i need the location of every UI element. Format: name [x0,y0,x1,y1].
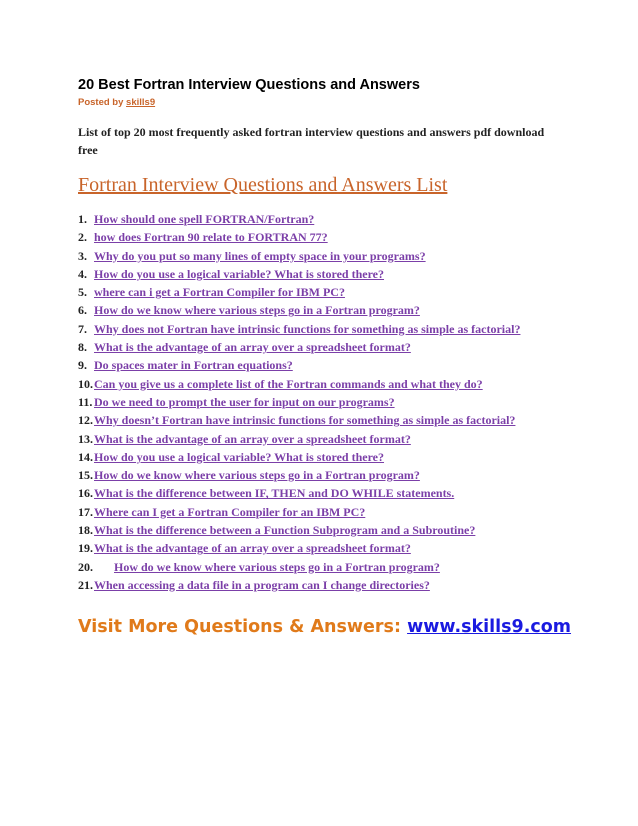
list-item-number: 16. [78,486,93,501]
list-item [78,503,598,521]
list-item [78,484,598,502]
list-item-number: 8. [78,340,87,355]
list-item [78,265,598,283]
list-item-number: 5. [78,285,87,300]
question-link[interactable]: How do we know where various steps go in a Fortran program? [94,303,420,318]
list-item [78,430,598,448]
footer-label: Visit More Questions & Answers: [78,617,401,638]
list-item [78,521,598,539]
question-link[interactable]: What is the difference between IF, THEN and DO WHILE statements. [94,486,455,501]
list-item [78,466,598,484]
list-item [78,576,598,594]
question-link[interactable]: How should one spell FORTRAN/Fortran? [94,212,315,226]
question-link[interactable]: When accessing a data file in a program can I change directories? [94,577,430,592]
question-link[interactable]: Why do you put so many lines of empty space in your programs? [94,248,426,263]
list-item-number: 18. [78,523,93,538]
question-list [78,210,598,594]
question-link[interactable]: where can i get a Fortran Compiler for IBM PC? [94,285,345,300]
list-item [78,448,598,466]
question-link[interactable]: What is the advantage of an array over a spreadsheet format? [94,431,411,446]
footer-line [78,616,598,638]
question-link[interactable]: How do we know where various steps go in a Fortran program? [114,559,440,574]
list-item [78,247,598,265]
intro-paragraph: List of top 20 most frequently asked fortran interview questions and answers pdf download free [78,125,545,157]
list-item [78,301,598,319]
list-item-number: 20. [78,559,93,574]
list-item [78,393,598,411]
list-item [78,320,598,338]
list-item-number: 7. [78,321,87,336]
question-link[interactable]: Why does not Fortran have intrinsic functions for something as simple as factorial? [94,321,521,336]
list-item-number: 1. [78,212,87,226]
list-item [78,338,598,356]
list-item-number: 13. [78,431,93,446]
list-item-number: 10. [78,376,93,391]
question-link[interactable]: How do you use a logical variable? What is stored there? [94,266,385,281]
list-item-number: 4. [78,266,87,281]
list-item-number: 12. [78,413,93,428]
question-link[interactable]: What is the advantage of an array over a spreadsheet format? [94,541,411,556]
list-item-number: 17. [78,504,93,519]
posted-by-label: Posted by [78,97,124,108]
footer-website-link[interactable]: www.skills9.com [407,617,572,638]
list-item [78,558,598,576]
question-link[interactable]: how does Fortran 90 relate to FORTRAN 77? [94,230,328,245]
list-item [78,210,598,228]
list-item [78,228,598,246]
question-link[interactable]: Why doesn’t Fortran have intrinsic functions for something as simple as factorial? [94,413,516,428]
posted-by-line [78,97,598,109]
list-item-number: 15. [78,468,93,483]
list-item-number: 21. [78,577,93,592]
question-link[interactable]: How do we know where various steps go in a Fortran program? [94,468,420,483]
list-item-number: 2. [78,230,87,245]
list-heading: Fortran Interview Questions and Answers List [78,174,448,196]
question-link[interactable]: What is the advantage of an array over a spreadsheet format? [94,340,411,355]
question-link[interactable]: Do spaces mater in Fortran equations? [94,358,293,373]
question-link[interactable]: Do we need to prompt the user for input on our programs? [94,394,395,409]
question-link[interactable]: How do you use a logical variable? What is stored there? [94,449,385,464]
list-item-number: 9. [78,358,87,373]
list-item [78,411,598,429]
question-link[interactable]: Can you give us a complete list of the Fortran commands and what they do? [94,376,483,391]
document-page [78,76,598,638]
list-item [78,283,598,301]
list-item [78,539,598,557]
author-link[interactable]: skills9 [126,97,156,108]
list-item-number: 14. [78,449,93,464]
list-item-number: 19. [78,541,93,556]
list-item-number: 6. [78,303,87,318]
question-link[interactable]: What is the difference between a Function Subprogram and a Subroutine? [94,523,476,538]
list-item-number: 3. [78,248,87,263]
question-link[interactable]: Where can I get a Fortran Compiler for an IBM PC? [94,504,366,519]
list-item [78,375,598,393]
list-item [78,356,598,374]
list-item-number: 11. [78,394,93,409]
page-title: 20 Best Fortran Interview Questions and Answers [78,77,420,93]
